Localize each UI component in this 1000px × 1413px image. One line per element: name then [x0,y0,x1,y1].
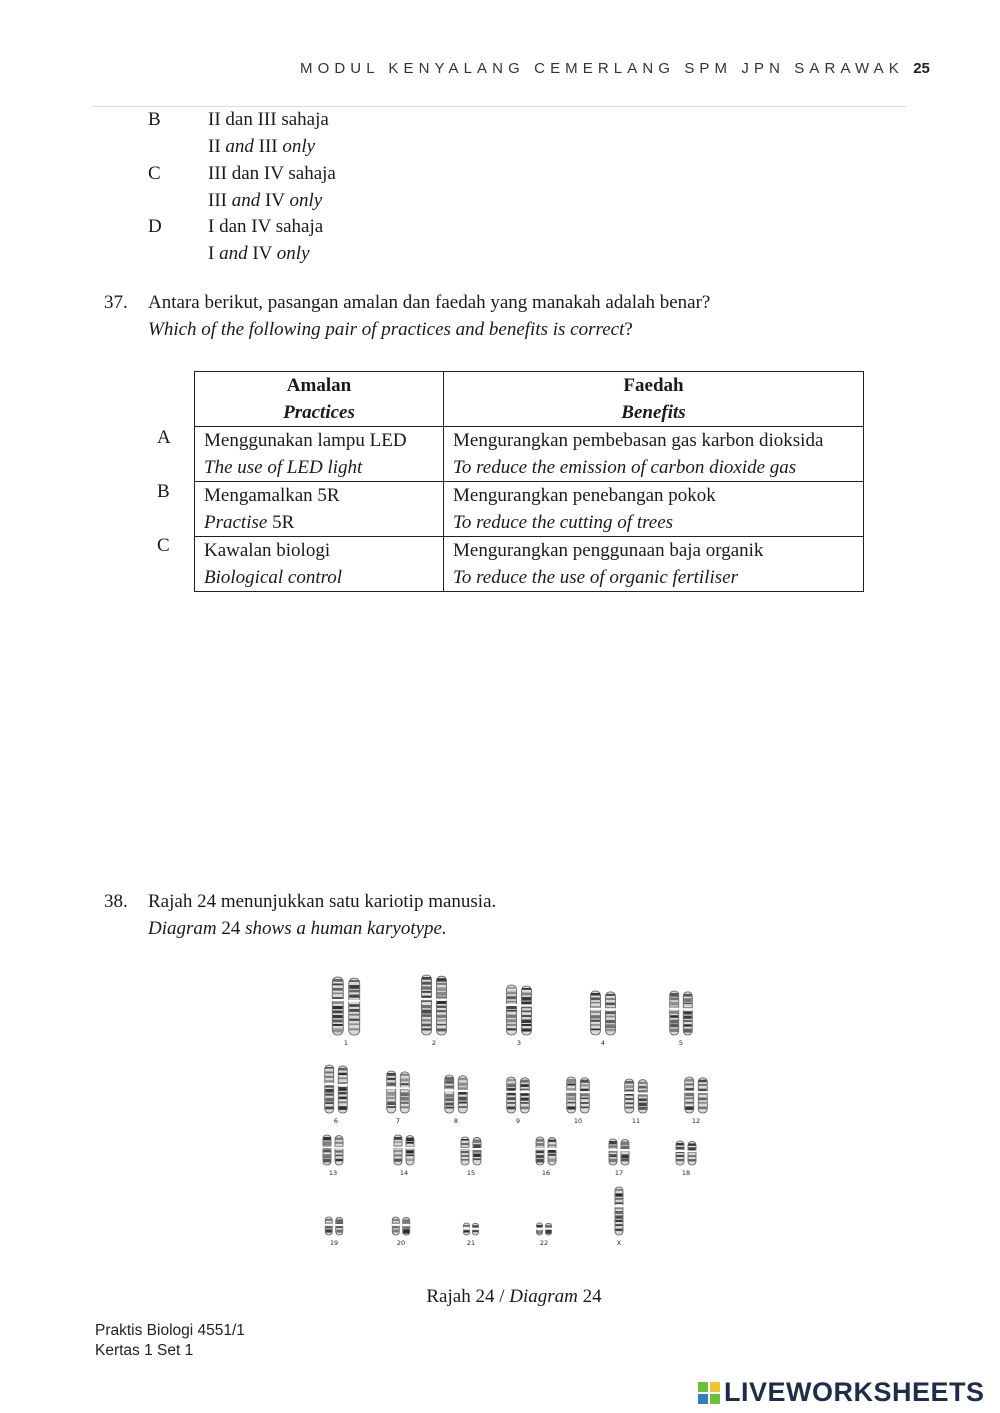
footer-subject: Praktis Biologi 4551/1 [95,1322,245,1339]
chromosome-pair-16 [536,1137,557,1177]
roman-a: I [208,243,220,264]
chromosome-pair-10 [566,1077,590,1125]
practice-ms: Menggunakan lampu LED [204,430,407,451]
chromosome-label: 12 [691,1117,701,1125]
benefit-cell [444,482,864,537]
chromosome-label: 13 [328,1169,338,1177]
chromosome-pair-2 [421,975,447,1047]
chromosome-pair-9 [506,1077,530,1125]
option-text-ms: III dan IV sahaja [208,163,336,184]
benefit-en: To reduce the cutting of trees [453,512,674,533]
benefit-cell [444,537,864,592]
table-header-row [195,372,864,427]
chromosome-label: 8 [453,1117,459,1125]
chromosome-pair-14 [394,1135,415,1177]
answer-letter-c: C [157,535,170,556]
word-and: and [219,243,248,264]
chromosome-pair-6 [324,1065,348,1125]
option-letter: C [148,163,161,184]
table-row [195,482,864,537]
practice-en: The use of LED light [204,457,363,478]
chromosome-label: 10 [573,1117,583,1125]
benefit-ms: Mengurangkan pembebasan gas karbon dioksida [453,430,824,451]
karyotype-diagram [316,965,716,1257]
practice-cell [195,427,444,482]
chromosome-pair-21 [463,1223,479,1247]
caption-en: Diagram [509,1286,578,1307]
footer-paper: Kertas 1 Set 1 [95,1342,194,1359]
answer-letter-b: B [157,481,170,502]
option-letter: B [148,109,161,130]
header-title: MODUL KENYALANG CEMERLANG SPM JPN SARAWAK [300,60,904,77]
roman-b: IV [247,243,277,264]
question-en-rest: shows a human karyotype. [245,918,447,939]
chromosome-pair-19 [325,1217,344,1247]
header-benefits [444,372,864,427]
header-practices-ms: Amalan [286,375,352,396]
practice-cell [195,482,444,537]
chromosome-label: 18 [681,1169,691,1177]
chromosome-pair-11 [624,1079,648,1125]
chromosome-pair-4 [590,991,616,1047]
question-number: 37. [104,292,128,313]
word-only: only [276,243,310,264]
chromosome-label: 6 [333,1117,339,1125]
practice-en-suffix: 5R [267,512,295,533]
practices-benefits-table [194,371,864,592]
chromosome-label: 3 [516,1039,522,1047]
caption-number: 24 [577,1286,602,1307]
benefit-cell [444,427,864,482]
header-practices [195,372,444,427]
caption-ms: Rajah 24 / [426,1286,510,1307]
chromosome-label: 2 [431,1039,437,1047]
word-and: and [231,190,261,211]
question-text-en [148,316,710,343]
table-row [195,537,864,592]
chromosome-label: 17 [614,1169,624,1177]
page-number: 25 [913,60,930,77]
chromosome-pair-1 [332,977,361,1047]
practice-ms: Mengamalkan 5R [204,485,340,506]
roman-a: II [208,136,226,157]
option-text-ms: II dan III sahaja [208,109,329,130]
chromosome-pair-15 [461,1137,482,1177]
chromosome-pair-7 [386,1071,410,1125]
option-text-ms: I dan IV sahaja [208,216,324,237]
chromosome-pair-20 [392,1217,411,1247]
benefit-ms: Mengurangkan penggunaan baja organik [453,540,764,561]
diagram-word: Diagram [148,918,217,939]
header-practices-en: Practices [283,402,355,423]
word-and: and [225,136,254,157]
roman-b: IV [260,190,290,211]
answer-letter-a: A [157,427,171,448]
question-text-ms: Rajah 24 menunjukkan satu kariotip manusia. [148,891,497,912]
chromosome-pair-8 [444,1075,468,1125]
chromosome-pair-13 [323,1135,344,1177]
practice-en: Practise [204,512,268,533]
brand-name: LIVEWORKSHEETS [724,1377,985,1407]
word-only: only [289,190,323,211]
chromosome-label: 1 [343,1039,349,1047]
chromosome-label: 9 [515,1117,521,1125]
chromosome-label: 21 [466,1239,476,1247]
chromosome-pair-12 [684,1077,708,1125]
page-footer [95,1321,245,1361]
chromosome-label: 22 [539,1239,549,1247]
chromosome-pair-5 [669,991,693,1047]
chromosome-label: 5 [678,1039,684,1047]
benefit-ms: Mengurangkan penebangan pokok [453,485,716,506]
chromosome-label: 4 [600,1039,606,1047]
diagram-number: 24 [216,918,246,939]
chromosome-label: 14 [399,1169,409,1177]
practice-en: Biological control [204,567,343,588]
running-header [300,60,930,77]
liveworksheets-icon [698,1382,720,1404]
diagram-caption [0,1286,1000,1308]
chromosome-label: 19 [329,1239,339,1247]
chromosome-label: X [616,1239,622,1247]
roman-a: III [208,190,232,211]
liveworksheets-logo [698,1377,985,1408]
chromosome-pair-18 [676,1141,697,1177]
benefit-en: To reduce the emission of carbon dioxide gas [453,457,797,478]
chromosome-pair-3 [506,985,532,1047]
chromosome-label: 20 [396,1239,406,1247]
question-text-ms: Antara berikut, pasangan amalan dan faedah yang manakah adalah benar? [148,292,711,313]
question-number: 38. [104,891,128,912]
chromosome-label: 15 [466,1169,476,1177]
chromosome-label: 16 [541,1169,551,1177]
chromosome-pair-X [615,1187,624,1247]
chromosome-label: 11 [631,1117,641,1125]
roman-b: III [253,136,283,157]
chromosome-label: 7 [395,1117,401,1125]
question-en-italic: Which of the following pair of practices and benefits is correct [148,319,625,340]
benefit-en: To reduce the use of organic fertiliser [453,567,738,588]
chromosome-pair-22 [536,1223,552,1247]
header-benefits-ms: Faedah [623,375,684,396]
word-only: only [282,136,316,157]
question-text-en [148,915,496,942]
chromosome-pair-17 [609,1139,630,1177]
header-benefits-en: Benefits [621,402,686,423]
option-letter: D [148,216,162,237]
practice-ms: Kawalan biologi [204,540,331,561]
practice-cell [195,537,444,592]
table-row [195,427,864,482]
question-mark: ? [624,319,633,340]
